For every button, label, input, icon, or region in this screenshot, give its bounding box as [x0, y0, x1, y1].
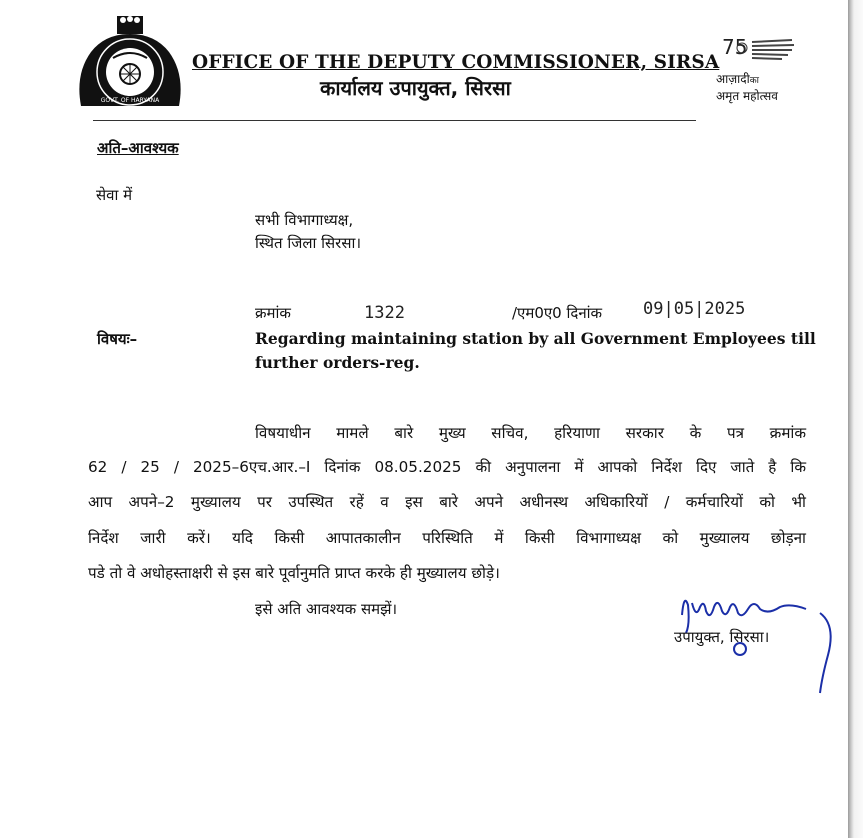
- subject-line: Regarding maintaining station by all Government Employees till: [255, 329, 816, 348]
- azadi-line1-group: [716, 70, 759, 87]
- body-line: निर्देश जारी करें। यदि किसी आपातकालीन परिस्थिति में किसी विभागाध्यक्ष को मुख्यालय छोड़ना: [88, 529, 806, 547]
- body-line: आप अपने–2 मुख्यालय पर उपस्थित रहें व इस बारे अपने अधीनस्थ अधिकारियों / कर्मचारियों को भी: [88, 493, 806, 511]
- priority-label: अति–आवश्यक: [97, 139, 179, 157]
- subject-label: विषयः–: [97, 330, 138, 348]
- emblem-text: GOVT. OF HARYANA: [100, 97, 160, 104]
- closing-note: इसे अति आवश्यक समझें।: [255, 600, 398, 618]
- body-line: पडे तो वे अधोहस्ताक्षरी से इस बारे पूर्वानुमति प्राप्त करके ही मुख्यालय छोड़े।: [88, 564, 500, 582]
- addressee-line: स्थित जिला सिरसा।: [255, 234, 362, 252]
- office-title-hindi: कार्यालय उपायुक्त, सिरसा: [320, 76, 511, 100]
- body-line: 62 / 25 / 2025–6एच.आर.–I दिनांक 08.05.2025 की अनुपालना में आपको निर्देश दिए जाते है कि: [88, 458, 806, 476]
- office-date-label: /एम0ए0 दिनांक: [512, 304, 603, 322]
- signatory-designation: उपायुक्त, सिरसा।: [674, 628, 770, 646]
- body-line: विषयाधीन मामले बारे मुख्य सचिव, हरियाणा सरकार के पत्र क्रमांक: [255, 424, 806, 442]
- addressee-line: सभी विभागाध्यक्ष,: [255, 211, 354, 229]
- subject-text: [255, 327, 816, 375]
- kramank-label: क्रमांक: [255, 304, 291, 322]
- subject-line: further orders-reg.: [255, 353, 420, 372]
- office-title-english: OFFICE OF THE DEPUTY COMMISSIONER, SIRSA: [192, 52, 720, 73]
- haryana-emblem-icon: [71, 14, 189, 114]
- kramank-number: 1322: [364, 303, 405, 323]
- azadi-line1-small: का: [749, 76, 760, 86]
- letter-date: 09|05|2025: [643, 299, 746, 319]
- header-divider: [93, 120, 696, 121]
- azadi-number: 75: [722, 35, 748, 59]
- salutation: सेवा में: [96, 186, 133, 204]
- azadi-line1: आज़ादी: [716, 72, 750, 86]
- azadi-line2: अमृत महोत्सव: [716, 89, 778, 103]
- page-edge-shadow: [848, 0, 863, 838]
